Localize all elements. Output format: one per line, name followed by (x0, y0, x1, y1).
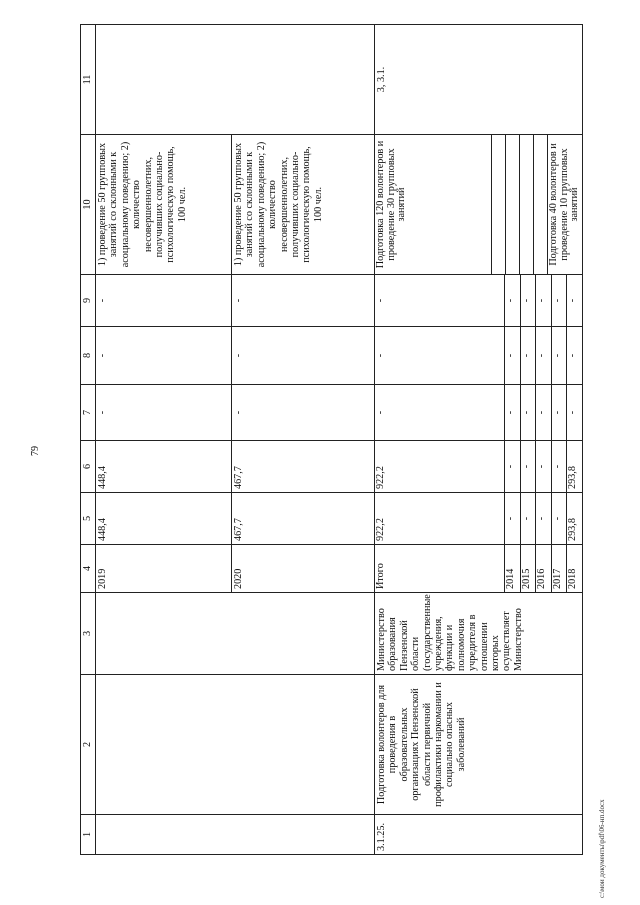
value-cell: - (96, 327, 232, 385)
value-cell: - (505, 441, 521, 492)
value-cell: - (520, 327, 536, 384)
years-subcell (375, 545, 583, 593)
c10-subcell (375, 135, 583, 275)
value-cell: 922,2 (375, 466, 386, 489)
value-cell: 448,4 (96, 441, 232, 493)
value-cell: - (551, 441, 567, 492)
footer-file-path: c:\мои документы\pdf\06-нп.docx (598, 799, 606, 898)
value-cell: - (96, 275, 232, 327)
header-cell: 10 (81, 135, 96, 275)
value-cell: - (567, 275, 582, 326)
year-cell: 2014 (505, 545, 521, 592)
value-cell: - (505, 275, 521, 326)
page-number: 79 (30, 446, 41, 456)
value-cell: - (551, 493, 567, 544)
header-cell: 5 (81, 493, 96, 545)
c6-subcell (375, 441, 583, 493)
executor-cell: Министерство образования Пензенской области (государственные учреждения, функции и полномочия учредителя в отношении которых осуществляет Министерство (375, 593, 583, 675)
value-cell: - (505, 327, 521, 384)
header-cell: 6 (81, 441, 96, 493)
year-cell: 2017 (551, 545, 567, 592)
value-cell: - (551, 385, 567, 440)
value-cell: - (520, 275, 536, 326)
c11-cell: 3, 3.1. (375, 25, 583, 135)
value-cell: 467,7 (232, 493, 375, 545)
header-cell: 1 (81, 815, 96, 855)
result-cell: 1) проведение 50 групповых занятий со склонными к асоциальному поведению; 2) количество несовершеннолетних, получивших социально-психологическую помощь, 100 чел. (96, 135, 232, 275)
value-cell: 293,8 (567, 441, 582, 492)
value-cell: - (520, 493, 536, 544)
value-cell: - (505, 385, 521, 440)
header-cell: 3 (81, 593, 96, 675)
program-table (80, 24, 583, 855)
c7-subcell (375, 385, 583, 441)
rotated-table-container (80, 25, 581, 855)
value-cell: 448,4 (96, 493, 232, 545)
result-cell (492, 135, 506, 274)
value-cell: - (375, 353, 386, 358)
value-cell: - (232, 327, 375, 385)
table-row-3-1-25 (375, 25, 583, 855)
result-cell: Подготовка 40 волонтеров и проведение 10 групповых занятий (548, 135, 582, 274)
value-cell: - (536, 275, 552, 326)
name-cell: Подготовка волонтеров для проведения в образовательных организациях Пензенской области первичной профилактики наркомании и социально опасных заболеваний (375, 675, 583, 815)
value-cell: - (536, 441, 552, 492)
header-cell: 9 (81, 275, 96, 327)
value-cell: - (520, 385, 536, 440)
value-cell: - (567, 327, 582, 384)
value-cell: - (536, 385, 552, 440)
header-cell: 4 (81, 545, 96, 593)
result-cell (520, 135, 534, 274)
executor-cell-continued (96, 593, 375, 675)
result-cell: 1) проведение 50 групповых занятий со склонными к асоциальному поведению; 2) количество несовершеннолетних, получивших социально-психологическую помощь, 100 чел. (232, 135, 375, 275)
value-cell: - (536, 327, 552, 384)
header-cell: 8 (81, 327, 96, 385)
num-cell: 3.1.25. (375, 815, 583, 855)
c8-subcell (375, 327, 583, 385)
result-cell: Подготовка 120 волонтеров и проведение 30 групповых занятий (375, 140, 408, 269)
header-cell: 2 (81, 675, 96, 815)
c9-subcell (375, 275, 583, 327)
value-cell: - (520, 441, 536, 492)
value-cell: - (375, 298, 386, 303)
header-cell: 11 (81, 25, 96, 135)
value-cell: 293,8 (567, 493, 582, 544)
year-cell: 2018 (567, 545, 582, 592)
value-cell: - (551, 327, 567, 384)
value-cell: - (375, 410, 386, 415)
year-cell: 2015 (520, 545, 536, 592)
c5-subcell (375, 493, 583, 545)
value-cell: 922,2 (375, 518, 386, 541)
value-cell: - (232, 385, 375, 441)
value-cell: - (567, 385, 582, 440)
result-cell (506, 135, 520, 274)
value-cell: - (96, 385, 232, 441)
year-cell: 2019 (96, 545, 232, 593)
header-row (81, 25, 96, 855)
year-cell: 2020 (232, 545, 375, 593)
table-row-2019 (96, 25, 232, 855)
c11-cell-continued (96, 25, 375, 135)
name-cell-continued (96, 675, 375, 815)
value-cell: - (536, 493, 552, 544)
value-cell: 467,7 (232, 441, 375, 493)
num-cell-continued (96, 815, 375, 855)
value-cell: - (232, 275, 375, 327)
header-cell: 7 (81, 385, 96, 441)
year-cell: 2016 (536, 545, 552, 592)
value-cell: - (505, 493, 521, 544)
value-cell: - (551, 275, 567, 326)
result-cell (534, 135, 548, 274)
year-cell: Итого (375, 563, 386, 589)
